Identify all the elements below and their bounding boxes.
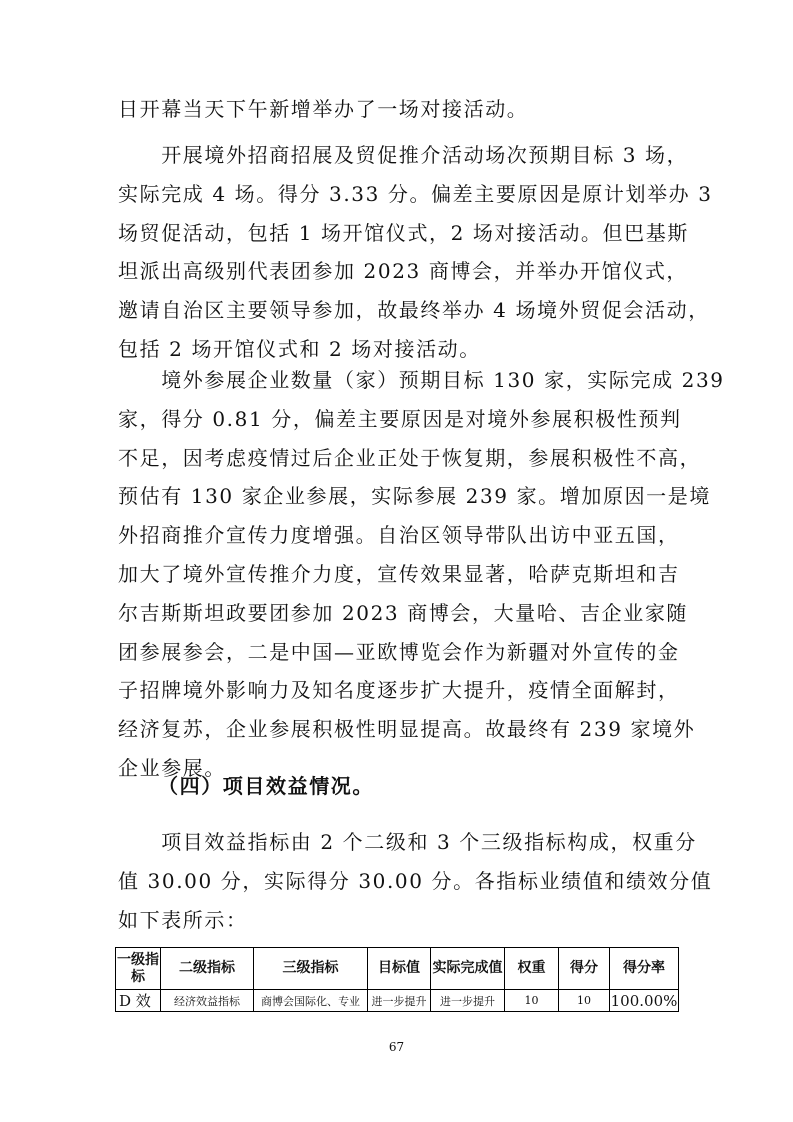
text-line: 外招商推介宣传力度增强。自治区领导带队出访中亚五国， bbox=[118, 523, 680, 548]
page-number: 67 bbox=[388, 1040, 405, 1054]
header-level1: 一级指标 bbox=[116, 948, 161, 990]
header-score-rate: 得分率 bbox=[610, 948, 679, 990]
header-score: 得分 bbox=[559, 948, 610, 990]
header-actual: 实际完成值 bbox=[431, 948, 505, 990]
table-row bbox=[116, 990, 679, 1012]
cell-weight: 10 bbox=[505, 990, 559, 1012]
cell-level1: D 效 bbox=[116, 990, 161, 1012]
text-line: 经济复苏，企业参展积极性明显提高。故最终有 239 家境外 bbox=[118, 717, 696, 742]
text-line: 场贸促活动，包括 1 场开馆仪式，2 场对接活动。但巴基斯 bbox=[118, 220, 689, 245]
cell-level3: 商博会国际化、专业 bbox=[254, 990, 368, 1012]
text-line: 日开幕当天下午新增举办了一场对接活动。 bbox=[118, 97, 529, 121]
text-line: 值 30.00 分，实际得分 30.00 分。各指标业绩值和绩效分值 bbox=[118, 868, 713, 893]
text-line: 企业参展。 bbox=[118, 755, 226, 780]
text-line: 加大了境外宣传推介力度，宣传效果显著，哈萨克斯坦和吉 bbox=[118, 561, 680, 586]
paragraph-intro bbox=[118, 823, 713, 939]
header-level3: 三级指标 bbox=[254, 948, 368, 990]
performance-table bbox=[115, 947, 679, 1012]
cell-target: 进一步提升 bbox=[368, 990, 431, 1012]
text-line: 境外参展企业数量（家）预期目标 130 家，实际完成 239 bbox=[118, 368, 725, 392]
cell-actual: 进一步提升 bbox=[431, 990, 505, 1012]
cell-score: 10 bbox=[559, 990, 610, 1012]
header-level2: 二级指标 bbox=[161, 948, 254, 990]
text-line: 坦派出高级别代表团参加 2023 商博会，并举办开馆仪式， bbox=[118, 259, 689, 284]
section-heading: （四）项目效益情况。 bbox=[158, 774, 374, 798]
table-header-row bbox=[116, 948, 679, 990]
text-line: 尔吉斯斯坦政要团参加 2023 商博会，大量哈、吉企业家随 bbox=[118, 600, 689, 625]
text-line: 邀请自治区主要领导参加，故最终举办 4 场境外贸促会活动， bbox=[118, 298, 710, 323]
text-line: 开展境外招商招展及贸促推介活动场次预期目标 3 场， bbox=[118, 143, 689, 167]
text-line: 实际完成 4 场。得分 3.33 分。偏差主要原因是原计划举办 3 bbox=[118, 181, 713, 206]
cell-level2: 经济效益指标 bbox=[161, 990, 254, 1012]
header-target: 目标值 bbox=[368, 948, 431, 990]
text-line: 包括 2 场开馆仪式和 2 场对接活动。 bbox=[118, 336, 481, 361]
paragraph-3 bbox=[118, 361, 725, 788]
text-line: 子招牌境外影响力及知名度逐步扩大提升，疫情全面解封， bbox=[118, 678, 680, 703]
cell-score-rate: 100.00% bbox=[610, 991, 678, 1010]
text-line: 家，得分 0.81 分，偏差主要原因是对境外参展积极性预判 bbox=[118, 406, 682, 431]
text-line: 团参展参会，二是中国—亚欧博览会作为新疆对外宣传的金 bbox=[118, 639, 680, 664]
header-weight: 权重 bbox=[505, 948, 559, 990]
text-line: 不足，因考虑疫情过后企业正处于恢复期，参展积极性不高， bbox=[118, 445, 702, 470]
text-line: 预估有 130 家企业参展，实际参展 239 家。增加原因一是境 bbox=[118, 484, 711, 509]
paragraph-2 bbox=[118, 136, 713, 369]
text-line: 如下表所示： bbox=[118, 907, 248, 932]
text-line: 项目效益指标由 2 个二级和 3 个三级指标构成，权重分 bbox=[118, 830, 697, 854]
paragraph-1 bbox=[118, 90, 678, 129]
